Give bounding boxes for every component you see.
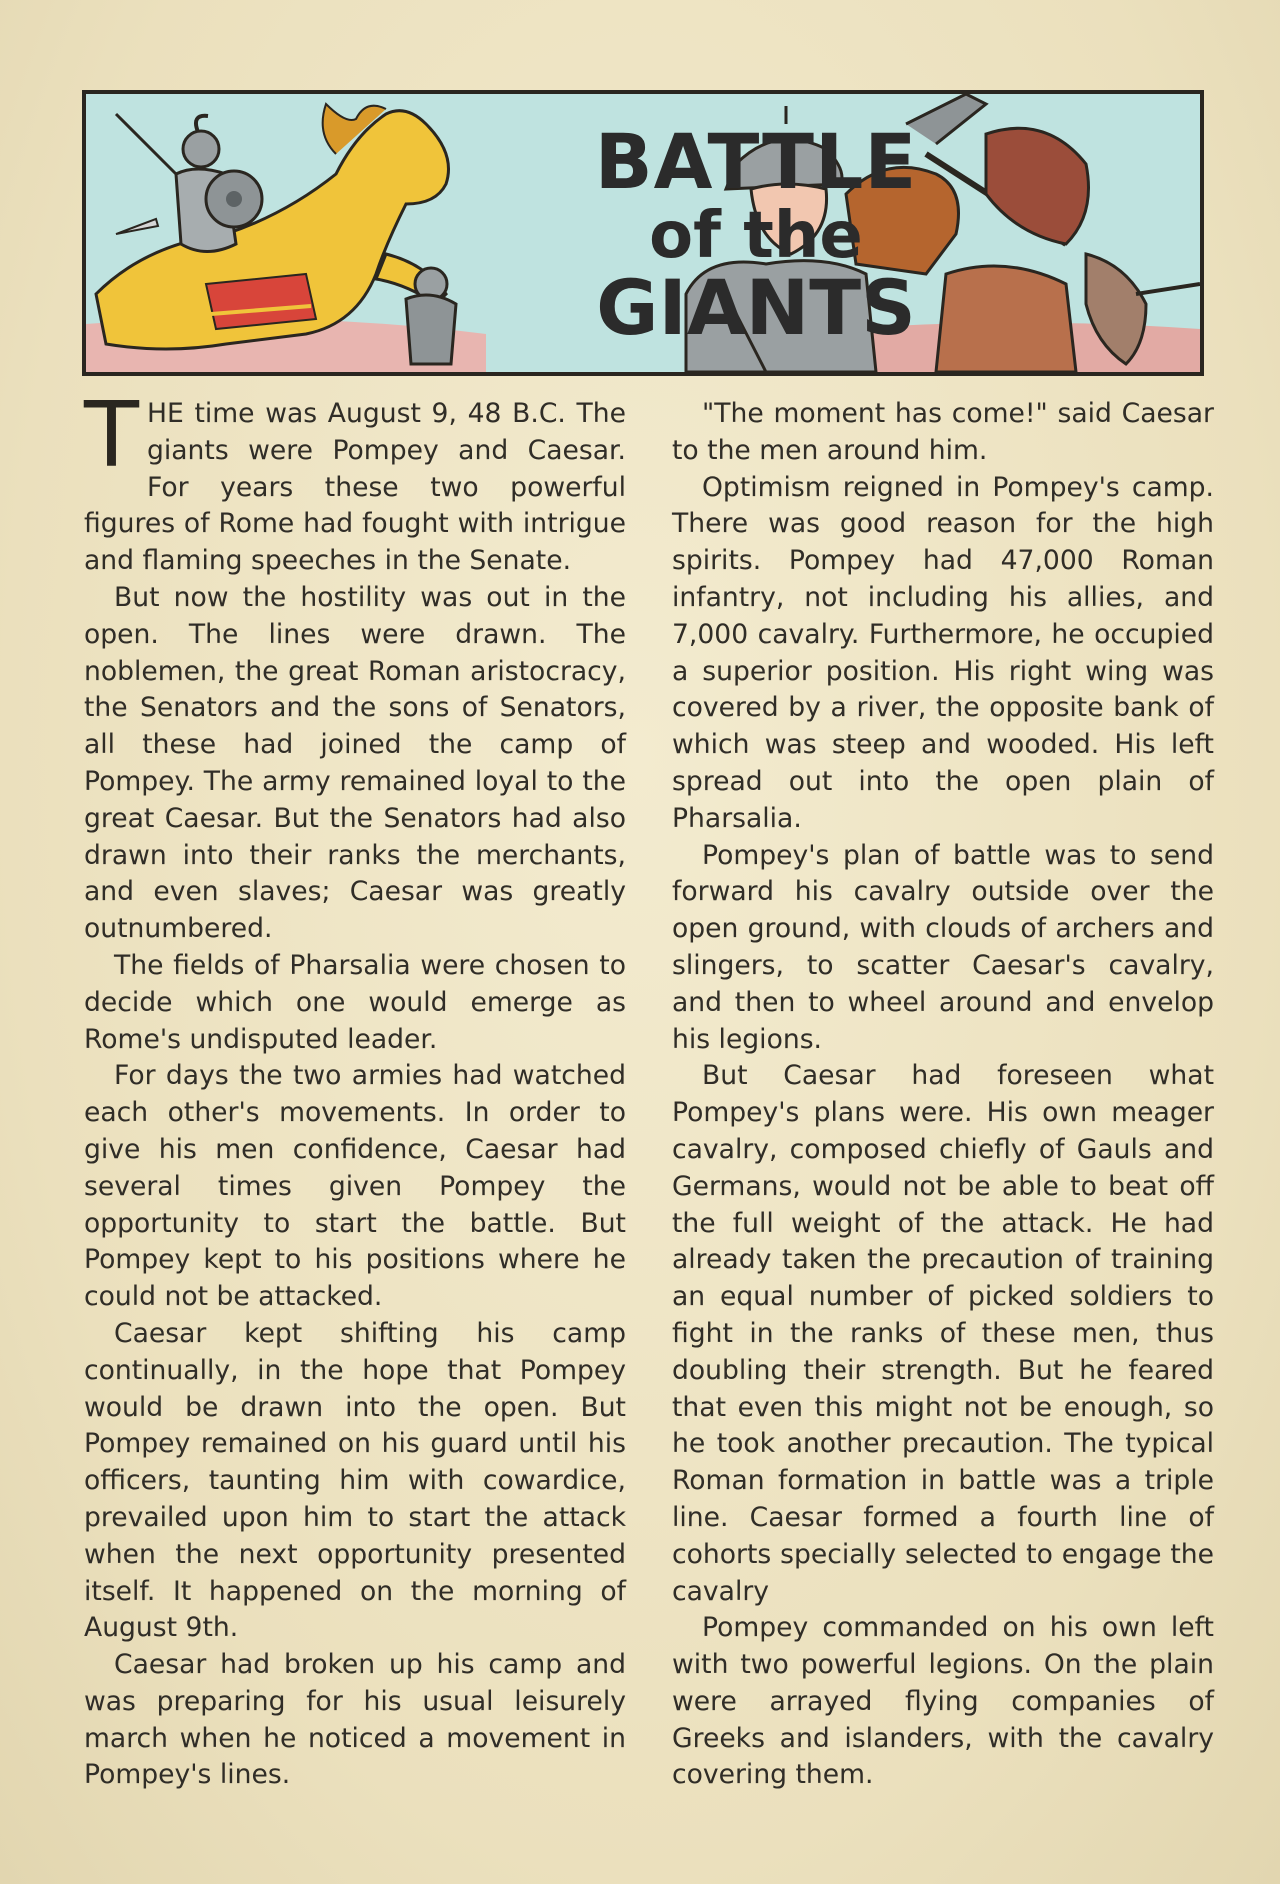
paragraph: But Caesar had foreseen what Pompey's plans were. His own meager cavalry, composed chiefly of Gauls and Germans, would not be able to beat off the full weight of the attack. He had already taken the precaution of training an equal number of picked soldiers to fight in the ranks of these men, thus doubling their strength. But he feared that even this might not be enough, so he took another precaution. The typical Roman formation in battle was a triple line. Caesar formed a fourth line of cohorts specially selected to engage the cavalry bbox=[672, 1060, 1214, 1607]
banner-title bbox=[586, 117, 926, 352]
title-line-2: of the bbox=[649, 199, 863, 273]
paragraph: Pompey's plan of battle was to send forward his cavalry outside over the open ground, with clouds of archers and slingers, to scatter Caesar's cavalry, and then to wheel around and envelop his legions. bbox=[672, 839, 1214, 1055]
paragraph: Pompey commanded on his own left with two powerful legions. On the plain were arrayed flying companies of Greeks and islanders, with the cavalry covering them. bbox=[672, 1612, 1214, 1791]
title-line-3: GIANTS bbox=[596, 263, 916, 352]
paragraph: For days the two armies had watched each other's movements. In order to give his men confidence, Caesar had several times given Pompey the opportunity to start the battle. But Pompey kept to his positions where he could not be attacked. bbox=[84, 1060, 626, 1313]
paragraph: The fields of Pharsalia were chosen to decide which one would emerge as Rome's undisputed leader. bbox=[84, 949, 626, 1055]
paragraph: Caesar kept shifting his camp continually, in the hope that Pompey would be drawn into the open. But Pompey remained on his guard until his officers, taunting him with cowardice, prevailed upon him to start the attack when the next opportunity presented itself. It happened on the morning of August 9th. bbox=[84, 1317, 626, 1644]
paragraph: "The moment has come!" said Caesar to the men around him. bbox=[672, 398, 1214, 466]
paragraph: Optimism reigned in Pompey's camp. There was good reason for the high spirits. Pompey had 47,000 Roman infantry, not including his allies, and 7,000 cavalry. Furthermore, he occupied a superior position. His right wing was covered by a river, the opposite bank of which was steep and wooded. His left spread out into the open plain of Pharsalia. bbox=[672, 471, 1214, 834]
article-column-right bbox=[672, 396, 1214, 1794]
paragraph: Caesar had broken up his camp and was preparing for his usual leisurely march when he noticed a movement in Pompey's lines. bbox=[84, 1649, 626, 1791]
title-banner bbox=[82, 90, 1204, 376]
paragraph: THE time was August 9, 48 B.C. The giants were Pompey and Caesar. For years these two powerful figures of Rome had fought with intrigue and flaming speeches in the Senate. bbox=[84, 383, 626, 577]
title-line-1: BATTLE bbox=[594, 117, 918, 206]
article-column-left bbox=[84, 383, 626, 1794]
paragraph: But now the hostility was out in the open. The lines were drawn. The noblemen, the great Roman aristocracy, the Senators and the sons of Senators, all these had joined the camp of Pompey. The army remained loyal to the great Caesar. But the Senators had also drawn into their ranks the merchants, and even slaves; Caesar was greatly outnumbered. bbox=[84, 581, 626, 945]
drop-cap: T bbox=[84, 383, 139, 488]
